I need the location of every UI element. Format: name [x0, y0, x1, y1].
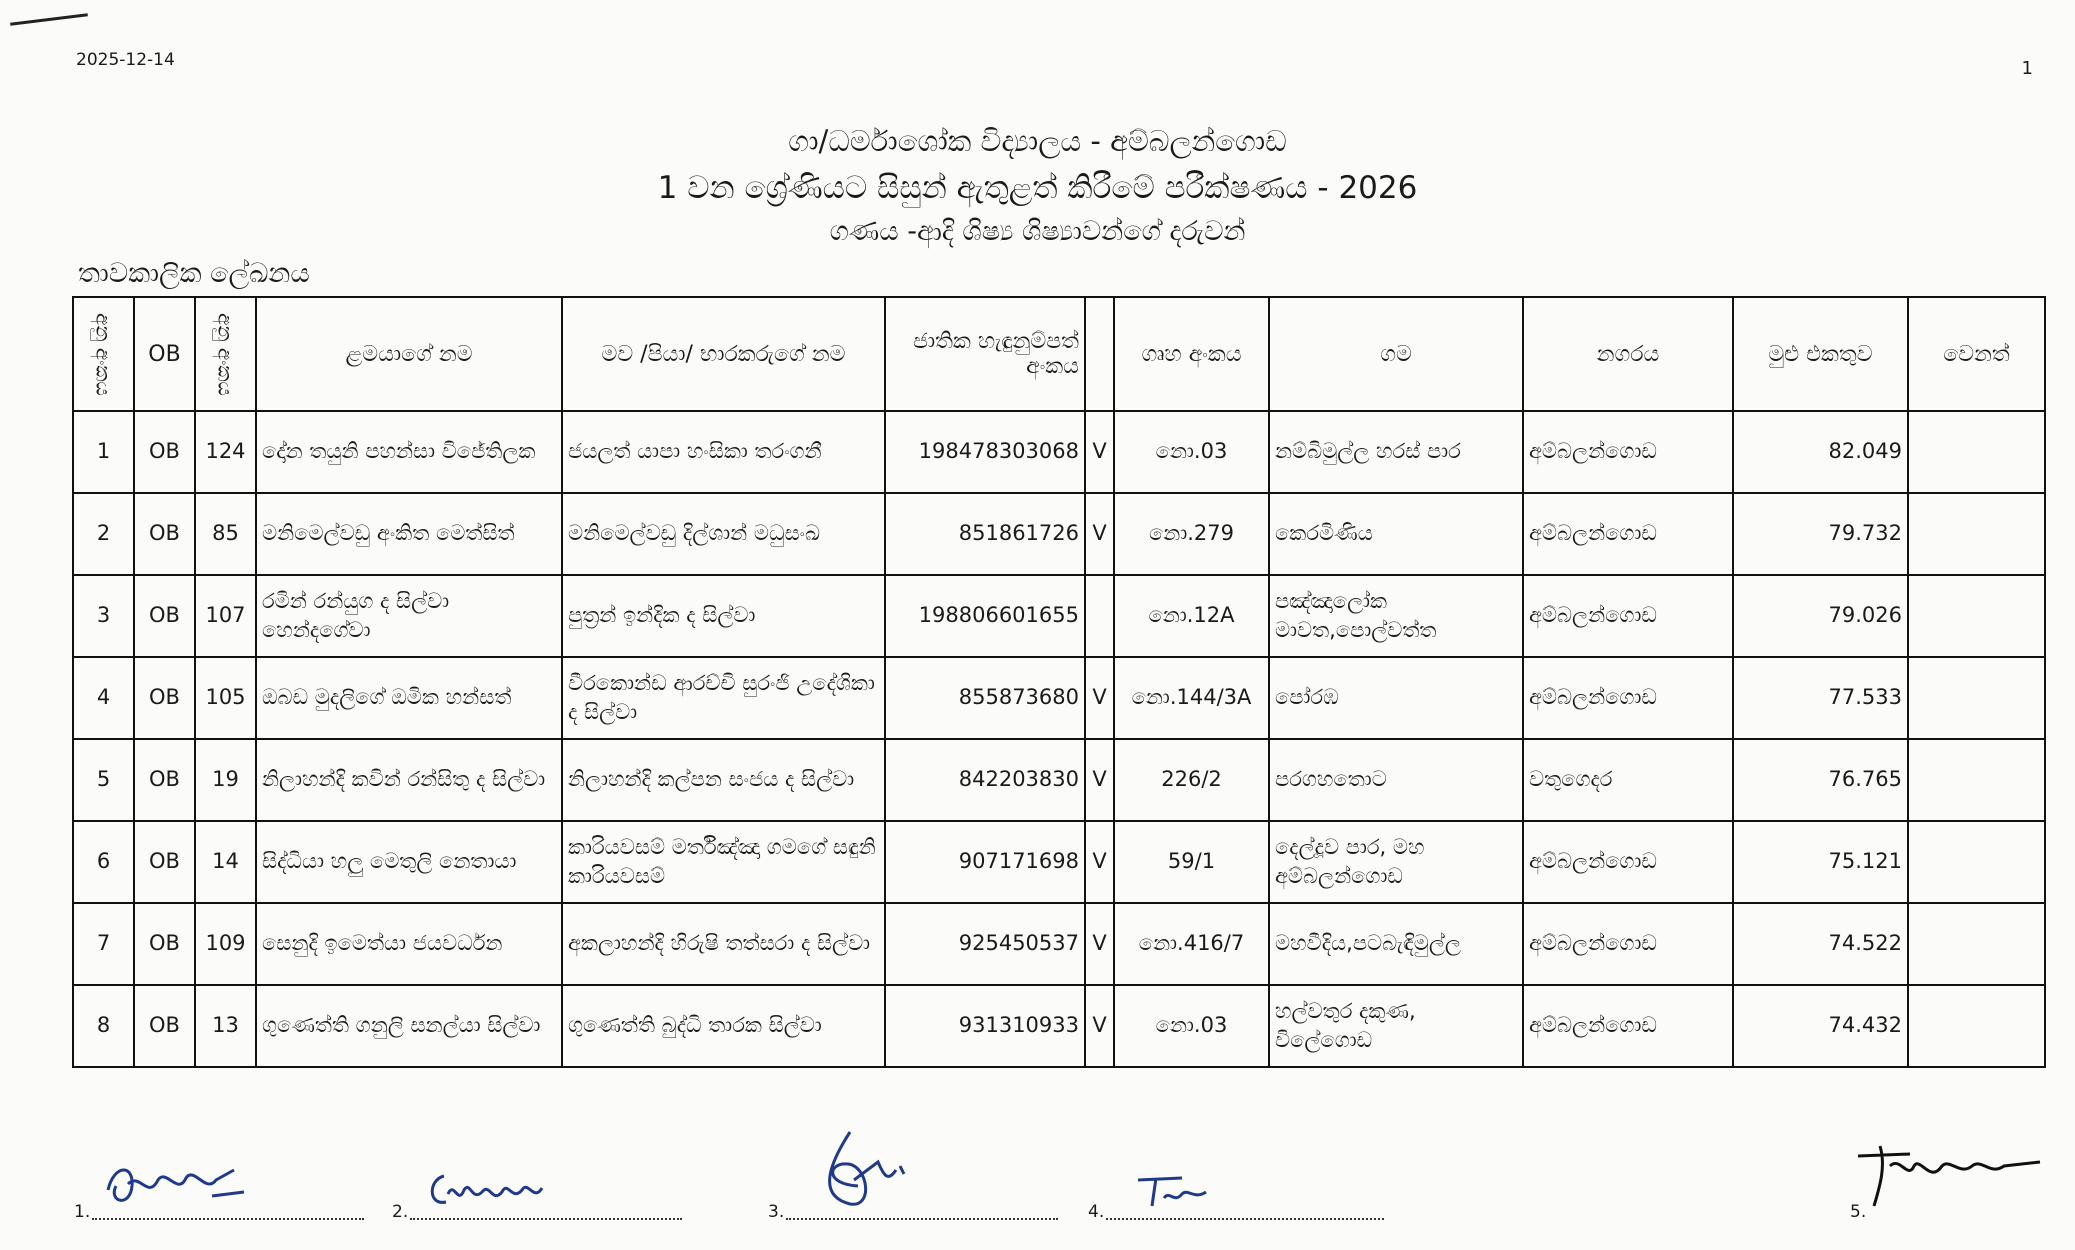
- cell-parent-name: ගුණෙත්ති බුද්ධි තාරක සිල්වා: [562, 985, 885, 1067]
- cell-child-name: සෙනුදි ඉමෙත්යා ජයවර්ධන: [256, 903, 562, 985]
- cell-child-name: මනිමෙල්වඩු අංකිත මෙත්සිත්: [256, 493, 562, 575]
- signature-3-mark: [788, 1126, 948, 1216]
- col-village: ගම: [1269, 297, 1523, 411]
- cell-total: 82.049: [1733, 411, 1908, 493]
- cell-total: 74.522: [1733, 903, 1908, 985]
- cell-village: කෙරමිණිය: [1269, 493, 1523, 575]
- cell-app-no: 107: [195, 575, 256, 657]
- cell-house-no: 59/1: [1114, 821, 1269, 903]
- table-header-row: [73, 297, 2045, 411]
- category-title: ගණය -ආදි ශිෂ්‍ය ශිෂ්‍යාවන්ගේ දරුවන්: [829, 216, 1246, 247]
- page-number: 1: [2021, 58, 2033, 79]
- col-ob: OB: [134, 297, 195, 411]
- table-row: [73, 493, 2045, 575]
- cell-parent-name: මනිමෙල්වඩු දිල්ශාන් මධුසංඛ: [562, 493, 885, 575]
- cell-app-no: 85: [195, 493, 256, 575]
- cell-other: [1908, 903, 2045, 985]
- signature-3: 3.: [768, 1150, 1058, 1220]
- cell-v: V: [1085, 411, 1114, 493]
- table-row: [73, 903, 2045, 985]
- cell-v: V: [1085, 493, 1114, 575]
- cell-app-no: 13: [195, 985, 256, 1067]
- col-other: වෙනත්: [1908, 297, 2045, 411]
- admission-table: [72, 296, 2046, 1068]
- cell-ob: OB: [134, 411, 195, 493]
- cell-v: V: [1085, 903, 1114, 985]
- cell-house-no: නො.144/3A: [1114, 657, 1269, 739]
- table-row: [73, 575, 2045, 657]
- exam-title: 1 වන ශ්‍රේණියට සිසුන් ඇතුළත් කිරීමේ පරීක්ෂණය - 2026: [657, 170, 1418, 206]
- cell-total: 76.765: [1733, 739, 1908, 821]
- list-label: තාවකාලික ලේඛනය: [78, 258, 310, 289]
- cell-ob: OB: [134, 657, 195, 739]
- cell-serial: 7: [73, 903, 134, 985]
- table-row: [73, 985, 2045, 1067]
- signature-5-mark: [1850, 1136, 2050, 1212]
- cell-ob: OB: [134, 821, 195, 903]
- col-child-name: ළමයාගේ නම: [256, 297, 562, 411]
- cell-city: අම්බලන්ගොඩ: [1523, 657, 1733, 739]
- cell-serial: 8: [73, 985, 134, 1067]
- cell-v: V: [1085, 739, 1114, 821]
- cell-other: [1908, 575, 2045, 657]
- cell-house-no: නො.416/7: [1114, 903, 1269, 985]
- cell-city: අම්බලන්ගොඩ: [1523, 411, 1733, 493]
- cell-city: අම්බලන්ගොඩ: [1523, 903, 1733, 985]
- cell-house-no: නො.03: [1114, 411, 1269, 493]
- cell-ob: OB: [134, 493, 195, 575]
- scan-mark: [10, 13, 88, 25]
- cell-app-no: 14: [195, 821, 256, 903]
- col-house-no: ගෘහ අංකය: [1114, 297, 1269, 411]
- cell-other: [1908, 657, 2045, 739]
- cell-child-name: ඔබඩ මුදලිගේ ඔමික හන්සත්: [256, 657, 562, 739]
- cell-other: [1908, 493, 2045, 575]
- cell-parent-name: නිලාහන්දි කල්පන සංජය ද සිල්වා: [562, 739, 885, 821]
- col-parent-name: මව /පියා/ භාරකරුගේ නම: [562, 297, 885, 411]
- cell-serial: 6: [73, 821, 134, 903]
- signature-5: 5.: [1850, 1150, 2058, 1220]
- cell-nic: 851861726: [885, 493, 1085, 575]
- cell-other: [1908, 411, 2045, 493]
- cell-app-no: 19: [195, 739, 256, 821]
- table-row: [73, 657, 2045, 739]
- cell-house-no: නො.12A: [1114, 575, 1269, 657]
- cell-nic: 907171698: [885, 821, 1085, 903]
- cell-village: පෝරඹ: [1269, 657, 1523, 739]
- cell-nic: 842203830: [885, 739, 1085, 821]
- cell-ob: OB: [134, 985, 195, 1067]
- cell-other: [1908, 985, 2045, 1067]
- cell-village: නම්බිමුල්ල හරස් පාර: [1269, 411, 1523, 493]
- cell-city: අම්බලන්ගොඩ: [1523, 575, 1733, 657]
- cell-city: අම්බලන්ගොඩ: [1523, 493, 1733, 575]
- table-row: [73, 739, 2045, 821]
- cell-v: V: [1085, 985, 1114, 1067]
- cell-serial: 5: [73, 739, 134, 821]
- signature-4-mark: [1108, 1150, 1268, 1216]
- cell-parent-name: ජයලත් යාපා හංසිකා තරංගනී: [562, 411, 885, 493]
- cell-other: [1908, 821, 2045, 903]
- cell-child-name: සිද්ධියා හලු මෙතුලි නෙතායා: [256, 821, 562, 903]
- col-city: නගරය: [1523, 297, 1733, 411]
- cell-house-no: 226/2: [1114, 739, 1269, 821]
- cell-total: 79.732: [1733, 493, 1908, 575]
- cell-app-no: 109: [195, 903, 256, 985]
- cell-nic: 198478303068: [885, 411, 1085, 493]
- signature-4: 4.: [1088, 1150, 1384, 1220]
- col-app-no: අනු අංකය: [195, 297, 256, 411]
- cell-ob: OB: [134, 575, 195, 657]
- cell-serial: 1: [73, 411, 134, 493]
- cell-village: දෙල්දූව පාර, මහ අම්බලන්ගොඩ: [1269, 821, 1523, 903]
- col-serial: අනු අංකය: [73, 297, 134, 411]
- cell-serial: 4: [73, 657, 134, 739]
- cell-city: අම්බලන්ගොඩ: [1523, 985, 1733, 1067]
- cell-parent-name: පුත්‍රන් ඉන්දික ද සිල්වා: [562, 575, 885, 657]
- cell-serial: 3: [73, 575, 134, 657]
- cell-city: අම්බලන්ගොඩ: [1523, 821, 1733, 903]
- cell-serial: 2: [73, 493, 134, 575]
- cell-v: V: [1085, 821, 1114, 903]
- cell-village: මහවීදිය,පටබැඳිමුල්ල: [1269, 903, 1523, 985]
- table-row: [73, 411, 2045, 493]
- col-v: [1085, 297, 1114, 411]
- cell-village: පරගහතොට: [1269, 739, 1523, 821]
- cell-child-name: ගුණෙත්ති ගනුලි සනල්යා සිල්වා: [256, 985, 562, 1067]
- signature-2-mark: [412, 1150, 572, 1216]
- cell-child-name: රමින් රන්යුග ද සිල්වා හෙන්දගේවා: [256, 575, 562, 657]
- table-row: [73, 821, 2045, 903]
- document-date: 2025-12-14: [76, 50, 175, 70]
- cell-nic: 925450537: [885, 903, 1085, 985]
- cell-house-no: නො.279: [1114, 493, 1269, 575]
- cell-ob: OB: [134, 903, 195, 985]
- cell-nic: 931310933: [885, 985, 1085, 1067]
- cell-other: [1908, 739, 2045, 821]
- cell-house-no: නො.03: [1114, 985, 1269, 1067]
- cell-parent-name: කාරියවසම් මර්තිඤ්ඤා ගමගේ සඳුනි කාරියවසම්: [562, 821, 885, 903]
- cell-total: 79.026: [1733, 575, 1908, 657]
- signature-1-mark: [94, 1150, 254, 1216]
- cell-child-name: දෝන තයුනි පහන්සා විජේතිලක: [256, 411, 562, 493]
- cell-total: 75.121: [1733, 821, 1908, 903]
- cell-city: වතුගෙදර: [1523, 739, 1733, 821]
- signature-1: 1.: [74, 1150, 364, 1220]
- school-title: ගා/ධර්මාශෝක විද්‍යාලය - අම්බලන්ගොඩ: [788, 124, 1287, 158]
- col-nic: ජාතික හැඳුනුම්පත් අංකය: [885, 297, 1085, 411]
- cell-app-no: 105: [195, 657, 256, 739]
- cell-child-name: නිලාහන්දි කවින් රන්සිතු ද සිල්වා: [256, 739, 562, 821]
- cell-nic: 198806601655: [885, 575, 1085, 657]
- cell-total: 77.533: [1733, 657, 1908, 739]
- col-total: මුළු එකතුව: [1733, 297, 1908, 411]
- signature-2: 2.: [392, 1150, 682, 1220]
- cell-v: [1085, 575, 1114, 657]
- cell-nic: 855873680: [885, 657, 1085, 739]
- cell-village: හල්වතුර දකුණ, විලේගොඩ: [1269, 985, 1523, 1067]
- cell-app-no: 124: [195, 411, 256, 493]
- cell-parent-name: අකලාහන්දි හිරුෂි තත්සරා ද සිල්වා: [562, 903, 885, 985]
- cell-v: V: [1085, 657, 1114, 739]
- cell-total: 74.432: [1733, 985, 1908, 1067]
- cell-village: පඤ්ඤාලෝක මාවත,පොල්වත්ත: [1269, 575, 1523, 657]
- cell-parent-name: වීරකොන්ඩ ආරච්චි සුරංජි උදේශිකා ද සිල්වා: [562, 657, 885, 739]
- cell-ob: OB: [134, 739, 195, 821]
